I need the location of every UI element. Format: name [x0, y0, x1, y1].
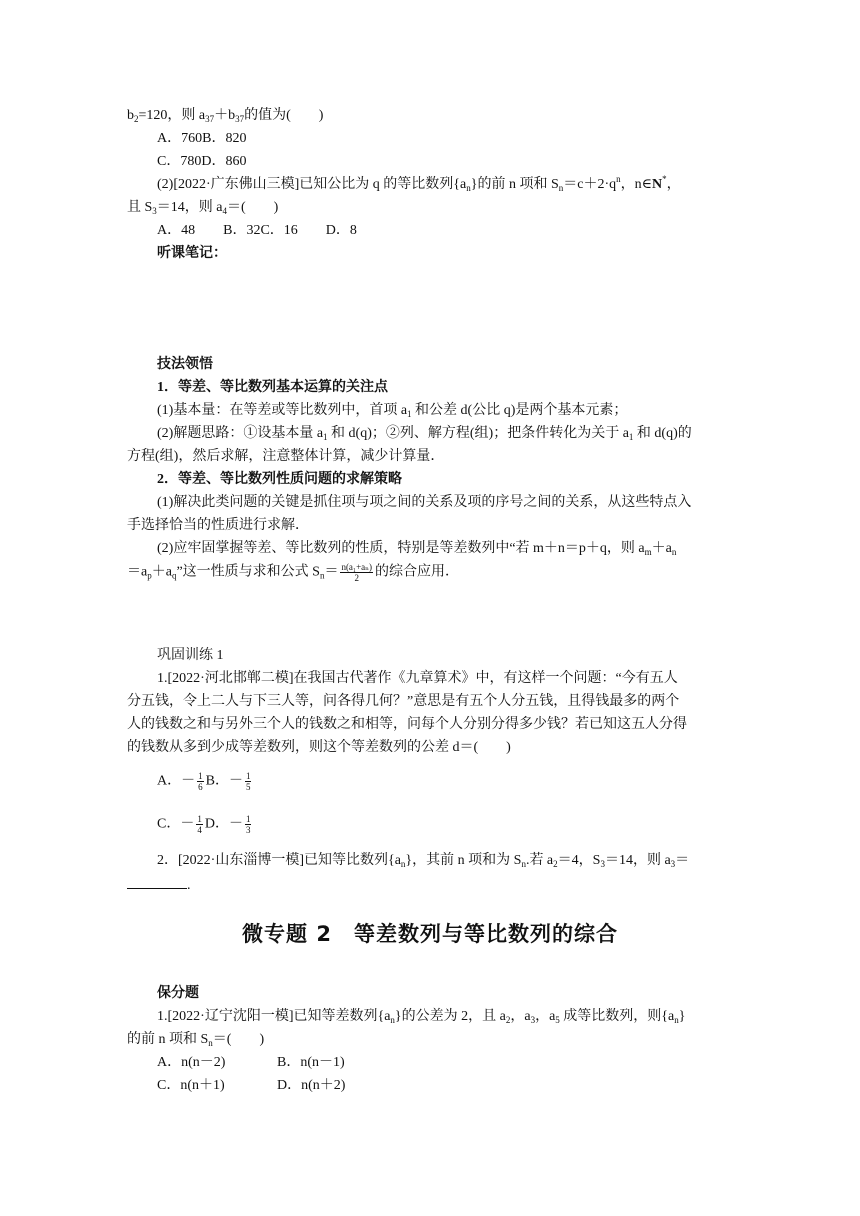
notes-label: 听课笔记：	[157, 246, 227, 261]
question-2-options: A．48 B．32C．16 D．8	[157, 223, 357, 238]
option-line-cd: C．780D．860	[157, 154, 247, 169]
scoring-heading: 保分题	[157, 986, 199, 1001]
practice-q1-options-cd: C．－ $\frac{1}{4}$ D．－ $\frac{1}{3}$	[157, 814, 251, 835]
practice-q1-line-1: 1.[2022·河北邯郸二模]在我国古代著作《九章算术》中，有这样一个问题：“今有五人	[157, 671, 678, 686]
skills-heading: 技法领悟	[157, 357, 213, 372]
question-2-line-1: (2)[2022·广东佛山三模]已知公比为 q 的等比数列$\{a_n\}$的前 n 项和 $S_n=c+2\cdot q^n$，n∈N*，	[157, 174, 681, 193]
practice-q2-line-1: 2．[2022·山东淄博一模]已知等比数列$\{a_n\}$，其前 n 项和为 $S_n$.若 $a_2=4$，$S_3=14$，则 $a_3=$	[157, 853, 690, 869]
skills-subheading-2: 2．等差、等比数列性质问题的求解策略	[157, 472, 402, 487]
scoring-option-a: A．n(n－2)	[157, 1055, 226, 1070]
practice-q1-line-2: 分五钱，令上二人与下三人等，问各得几何？”意思是有五个人分五钱，且得钱最多的两个	[127, 694, 680, 709]
skills-para-4-line-1: (2)应牢固掌握等差、等比数列的性质，特别是等差数列中“若 m＋n＝p＋q，则 $a_m+a_n$	[157, 541, 677, 557]
practice-q1-line-3: 人的钱数之和与另外三个人的钱数之和相等，问每个人分别分得多少钱？若已知这五人分得	[127, 717, 687, 732]
section-title: 微专题 2 等差数列与等比数列的综合	[242, 922, 618, 946]
question-stem-line: $b_2=120$，则 $a_{37}+b_{37}$的值为( )	[127, 108, 324, 124]
question-2-line-2: 且 $S_3=14$，则 $a_4=$( )	[127, 200, 279, 216]
skills-para-2-line-2: 方程(组)，然后求解，注意整体计算，减少计算量．	[127, 449, 445, 464]
skills-para-3-line-1: (1)解决此类问题的关键是抓住项与项之间的关系及项的序号之间的关系，从这些特点入	[157, 495, 692, 510]
scoring-option-d: D．n(n＋2)	[277, 1078, 346, 1093]
scoring-q1-line-2: 的前 n 项和 $S_n=$( )	[127, 1032, 265, 1048]
sum-formula-fraction: $\frac{\text{n(a₁+aₙ)}}{2}$	[341, 562, 373, 583]
skills-subheading-1: 1．等差、等比数列基本运算的关注点	[157, 380, 388, 395]
skills-para-2-line-1: (2)解题思路：①设基本量 $a_1$ 和 d(q)；②列、解方程(组)；把条件转化为关于 $a_1$ 和 d(q)的	[157, 426, 692, 442]
practice-q1-options-ab: A．－ $\frac{1}{6}$ B．－ $\frac{1}{5}$	[157, 771, 251, 792]
scoring-option-c: C．n(n＋1)	[157, 1078, 225, 1093]
practice-q2-line-2: .	[127, 874, 191, 896]
answer-blank	[127, 874, 187, 889]
skills-para-4-line-2: $=a_p+a_q$”这一性质与求和公式 $S_n=$ $\frac{\text{n(a₁+aₙ)}}{2}$ 的综合应用．	[127, 562, 460, 583]
scoring-q1-line-1: 1.[2022·辽宁沈阳一模]已知等差数列$\{a_n\}$的公差为 2，且 $a_2$，$a_3$，$a_5$ 成等比数列，则$\{a_n\}$	[157, 1009, 686, 1025]
skills-para-1: (1)基本量：在等差或等比数列中，首项 $a_1$ 和公差 d(公比 q)是两个基本元素；	[157, 403, 628, 419]
skills-para-3-line-2: 手选择恰当的性质进行求解．	[127, 518, 309, 533]
scoring-option-b: B．n(n－1)	[277, 1055, 345, 1070]
practice-q1-line-4: 的钱数从多到少成等差数列，则这个等差数列的公差 d＝( )	[127, 740, 511, 755]
option-line-ab: A．760B．820	[157, 131, 247, 146]
practice-heading: 巩固训练 1	[157, 648, 224, 663]
